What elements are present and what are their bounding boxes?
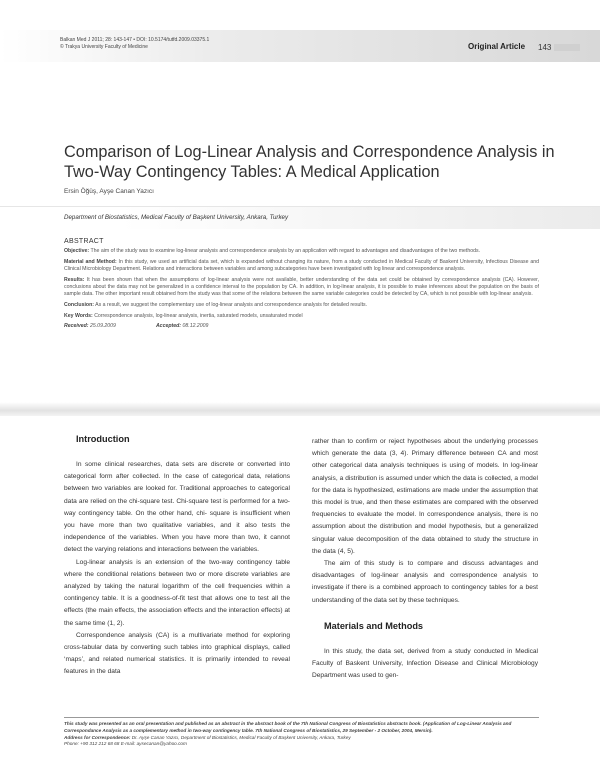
affiliation-band	[0, 206, 600, 229]
page-number: 143	[538, 43, 552, 52]
abstract-method	[64, 259, 539, 273]
received-date: 25.09.2009	[89, 323, 116, 330]
article-type: Original Article	[468, 42, 526, 51]
label: Key Words:	[64, 312, 93, 319]
text: It has been shown that when the assumptions of log-linear analysis were not available, better understanding of the data set could be obtained by correspondence analysis (CA). However, conclusions about the data may not be generalized in a confidence interval to the population by CA. In addition, in log-linear analysis, it is possible to make inferences about the population on the basis of sample data. The other important result obtained from the study was that some of the relations between the same variable categories could be detected by CA, which is not possible with log-linear analysis.	[64, 276, 539, 298]
text: Correspondence analysis, log-linear analysis, inertia, saturated models, unsaturated model	[94, 312, 303, 319]
page-tab-marker	[554, 44, 580, 51]
label: Results:	[64, 276, 85, 283]
paragraph: In some clinical researches, data sets are discrete or converted into categorical form after collected. In the case of categorical data, relations between two variables are looked for. Traditional approaches to categorical data are relied on the chi-square test. Chi-square test is performed for a two-way contingency table. On the other hand, chi- square is insufficient when you have more than two qualitative variables, and it also tests the independence of the variables. When you have more than two, it cannot detect the varying relations and interactions between the variables.	[64, 461, 290, 554]
text: As a result, we suggest the complementary use of log-linear analysis and correspondence analysis for detailed results.	[95, 301, 368, 308]
paragraph: In this study, the data set, derived from a study conducted in Medical Faculty of Baskent University, Infection Disease and Clinical Microbiology Department was used to gen-	[312, 647, 538, 680]
copyright-text: © Trakya University Faculty of Medicine	[60, 44, 148, 50]
label: Objective:	[64, 248, 90, 255]
authors: Ersin Öğüş, Ayşe Canan Yazıcı	[64, 188, 154, 195]
journal-header	[0, 30, 600, 62]
paragraph: Correspondence analysis (CA) is a multivariate method for exploring cross-tabular data by converting such tables into graphical displays, called ‘maps’, and related numerical statistics. It is primarily intended to reveal features in the data	[64, 631, 290, 676]
presentation-note: This study was presented as an oral presentation and published as an abstract in the abstract book of the 7th National Congress of Biostatistics abstracts book. (Application of Log-Linear Analysis and Correspondance Analysis as a complementary method in two-way contingency table. 7th National Congress of Biostatistics, 29 September - 2 October, 2004, Mersin).	[64, 721, 512, 733]
accepted-date: 08.12.2009	[182, 323, 209, 330]
abstract-dates	[64, 323, 539, 330]
section-divider	[0, 402, 600, 416]
text: Dr. Ayşe Canan Yazıcı, Department of Biostatistics, Medical Faculty of Başkent University, Ankara, Turkey	[131, 734, 351, 740]
methods-heading: Materials and Methods	[324, 620, 424, 631]
accepted-label: Accepted:	[155, 323, 182, 330]
abstract	[64, 238, 539, 334]
paragraph: The aim of this study is to compare and discuss advantages and disadvantages of log-linear analysis and correspondence analysis to investigate if there is a combined approach to contingency tables for a best understanding of the data set by these techniques.	[312, 560, 538, 604]
correspondence-address	[64, 735, 544, 742]
paragraph: Log-linear analysis is an extension of the two-way contingency table where the conditional relations between two or more discrete variables are analyzed by taking the natural logarithm of the cell frequencies within a contingency table. It is a goodness-of-fit test that allows one to test all the effects (the main effects, the association effects and the interaction effects) at the same time (1, 2).	[64, 558, 290, 627]
journal-citation	[60, 37, 209, 51]
left-column	[64, 432, 290, 679]
text: The aim of the study was to examine log-linear analysis and correspondence analysis by an application with regard to advantages and disadvantages of the two methods.	[90, 248, 481, 255]
footnote-rule	[64, 717, 539, 718]
received-label: Received:	[64, 323, 89, 330]
paragraph: rather than to confirm or reject hypotheses about the underlying processes which generate the data (3, 4). Primary difference between CA and most other categorical data analysis techniques is using of models. In log-linear analysis, a distribution is assumed under which the data is collected, a model for the data is hypothesized, estimations are made under the assumption that this model is true, and then these estimates are compared with the observed frequencies to evaluate the model. In correspondence analysis, there is no assumption about the distribution and model hypothesis, but a generalized singular value decomposition of the data obtained to study the structure in the data (4, 5).	[312, 438, 538, 555]
abstract-results	[64, 277, 539, 299]
label: Conclusion:	[64, 301, 94, 308]
abstract-heading: ABSTRACT	[64, 238, 104, 245]
text: In this study, we used an artificial data set, which is expanded without changing its nature, from a study conducted in Medical Faculty of Baskent University, Infectious Disease and Clinical Microbiology Department. Relations and interactions between variables and among subcategories have been investigated with log linear and correspondence analysis.	[64, 258, 539, 273]
label: Material and Method:	[64, 258, 117, 265]
footnotes	[64, 721, 544, 748]
label: Address for Correspondence:	[64, 734, 131, 740]
article-title: Comparison of Log-Linear Analysis and Correspondence Analysis in Two-Way Contingency Tables: A Medical Application	[64, 143, 555, 181]
abstract-objective	[64, 248, 539, 255]
citation-text: Balkan Med J 2011; 28: 143-147 • DOI: 10.5174/tutfd.2009.03375.1	[60, 37, 210, 43]
abstract-keywords	[64, 313, 539, 320]
abstract-conclusion	[64, 302, 539, 309]
affiliation: Department of Biostatistics, Medical Faculty of Başkent University, Ankara, Turkey	[64, 214, 289, 221]
contact-info: Phone: +90 312 212 68 68 E-mail: aysecanan@yahoo.com	[64, 741, 187, 747]
right-column	[312, 436, 538, 682]
introduction-heading: Introduction	[76, 434, 130, 444]
